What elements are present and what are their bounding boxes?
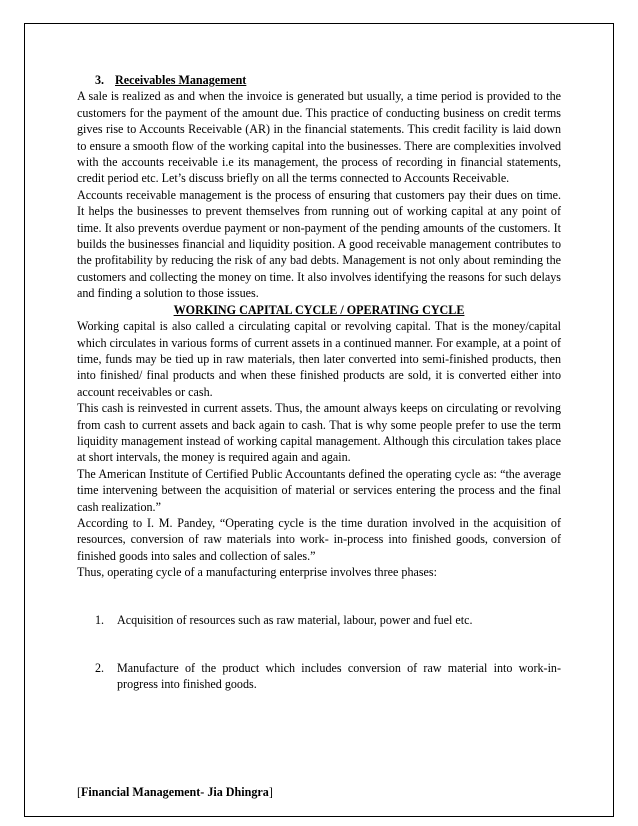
paragraph: Accounts receivable management is the process of ensuring that customers pay their dues on time. It helps the businesses to prevent themselves from running out of working capital at any point of time. It also prevents overdue payment or non-payment of the pending amounts of the customers. It builds the businesses financial and liquidity position. A good receivable management contributes to the profitability by reducing the risk of any bad debts. Management is not only about reminding the customers and collecting the money on time. It also involves identifying the reasons for such delays and finding a solution to those issues.: [77, 187, 561, 301]
document-page: [24, 23, 614, 817]
section-heading: [77, 72, 561, 88]
paragraph: The American Institute of Certified Public Accountants defined the operating cycle as: “the average time intervening between the acquisition of material or services entering the process and the final cash realization.”: [77, 466, 561, 514]
phases-list: [77, 612, 561, 693]
footer-open-bracket: [: [77, 785, 82, 799]
page-footer: [77, 784, 273, 800]
paragraph: This cash is reinvested in current assets. Thus, the amount always keeps on circulating or revolving from cash to current assets and back again to cash. That is why some people prefer to use the term liquidity management instead of working capital management. Although this circulation takes place at short intervals, the money is required again and again.: [77, 401, 561, 465]
list-number: 2.: [95, 661, 105, 675]
list-item: [77, 660, 561, 693]
paragraph: According to I. M. Pandey, “Operating cycle is the time duration involved in the acquisition of resources, conversion of raw materials into work- in-process into finished goods, conversion of finished goods into sales and collection of sales.”: [77, 515, 561, 563]
section-number: 3.: [95, 73, 105, 87]
section-title: Receivables Management: [115, 73, 247, 87]
paragraph: Thus, operating cycle of a manufacturing enterprise involves three phases:: [77, 565, 437, 580]
list-text: Acquisition of resources such as raw material, labour, power and fuel etc.: [117, 612, 473, 627]
list-item: [77, 612, 561, 628]
list-text: Manufacture of the product which includes conversion of raw material into work-in-progress into finished goods.: [117, 661, 561, 692]
list-number: 1.: [95, 612, 105, 627]
footer-close-bracket: ]: [268, 785, 273, 799]
working-capital-heading: WORKING CAPITAL CYCLE / OPERATING CYCLE: [173, 302, 465, 317]
paragraph: Working capital is also called a circulating capital or revolving capital. That is the money/capital which circulates in various forms of current assets in a continued manner. For example, at a point of time, funds may be tied up in raw materials, then later converted into semi-finished products, then into finished/ final products and when these finished products are sold, it is converted either into account receivables or cash.: [77, 319, 561, 399]
paragraph: A sale is realized as and when the invoice is generated but usually, a time period is provided to the customers for the payment of the amount due. This practice of conducting business on credit terms gives rise to Accounts Receivable (AR) in the financial statements. This credit facility is laid down to ensure a smooth flow of the working capital into the businesses. There are complexities involved with the accounts receivable i.e its management, the process of recording in financial statements, credit period etc. Let’s discuss briefly on all the terms connected to Accounts Receivable.: [77, 89, 561, 186]
page-content: [77, 72, 561, 693]
footer-label: Financial Management- Jia Dhingra: [81, 785, 269, 799]
